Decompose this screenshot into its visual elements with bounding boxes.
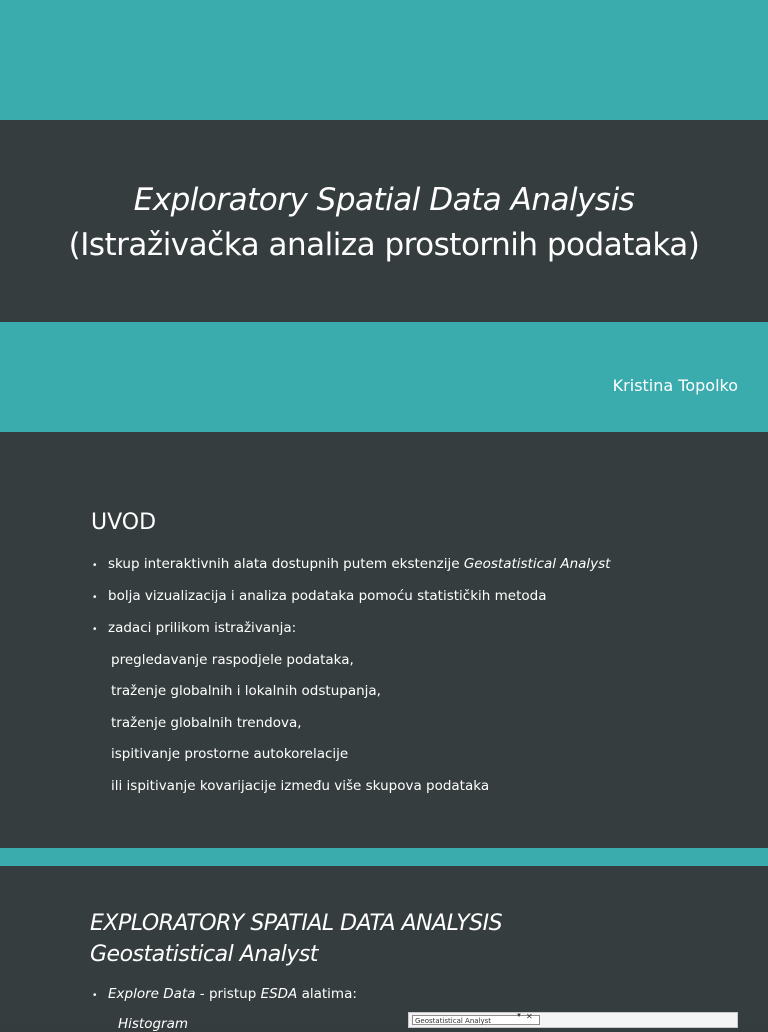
intro-slide (0, 432, 768, 848)
top-teal-band (0, 0, 768, 120)
author-band (0, 322, 768, 432)
bullet-marker: • (93, 592, 97, 603)
slide-title: Exploratory Spatial Data Analysis (133, 182, 635, 218)
intro-subitem: traženje globalnih i lokalnih odstupanja, (111, 683, 381, 699)
esda-heading: EXPLORATORY SPATIAL DATA ANALYSIS (90, 911, 503, 936)
bullet-marker: • (93, 990, 97, 1001)
dropdown-arrow-icon[interactable]: ▼ (516, 1013, 522, 1019)
intro-heading: UVOD (91, 510, 157, 535)
esda-slide (0, 866, 768, 1032)
intro-bullet-1: skup interaktivnih alata dostupnih putem ekstenzije Geostatistical Analyst (108, 556, 611, 572)
slide-subtitle: (Istraživačka analiza prostornih podataka) (68, 227, 700, 263)
author-name: Kristina Topolko (612, 376, 738, 395)
divider-teal-band (0, 848, 768, 866)
geostatistical-toolbar (408, 1012, 738, 1028)
explore-data-bullet: Explore Data - pristup ESDA alatima: (108, 986, 357, 1002)
histogram-subitem: Histogram (118, 1016, 189, 1032)
bullet-marker: • (93, 624, 97, 635)
intro-subitem: ili ispitivanje kovarijacije između više skupova podataka (111, 778, 490, 794)
bullet-marker: • (93, 560, 97, 571)
geostatistical-analyst-dropdown[interactable]: Geostatistical Analyst (412, 1015, 540, 1025)
esda-subheading: Geostatistical Analyst (90, 942, 318, 967)
intro-subitem: ispitivanje prostorne autokorelacije (111, 746, 349, 762)
intro-subitem: pregledavanje raspodjele podataka, (111, 652, 354, 668)
close-icon[interactable]: ✕ (526, 1012, 533, 1021)
title-slide (0, 120, 768, 322)
intro-bullet-2: bolja vizualizacija i analiza podataka pomoću statističkih metoda (108, 588, 547, 604)
intro-bullet-3: zadaci prilikom istraživanja: (108, 620, 297, 636)
intro-subitem: traženje globalnih trendova, (111, 715, 302, 731)
